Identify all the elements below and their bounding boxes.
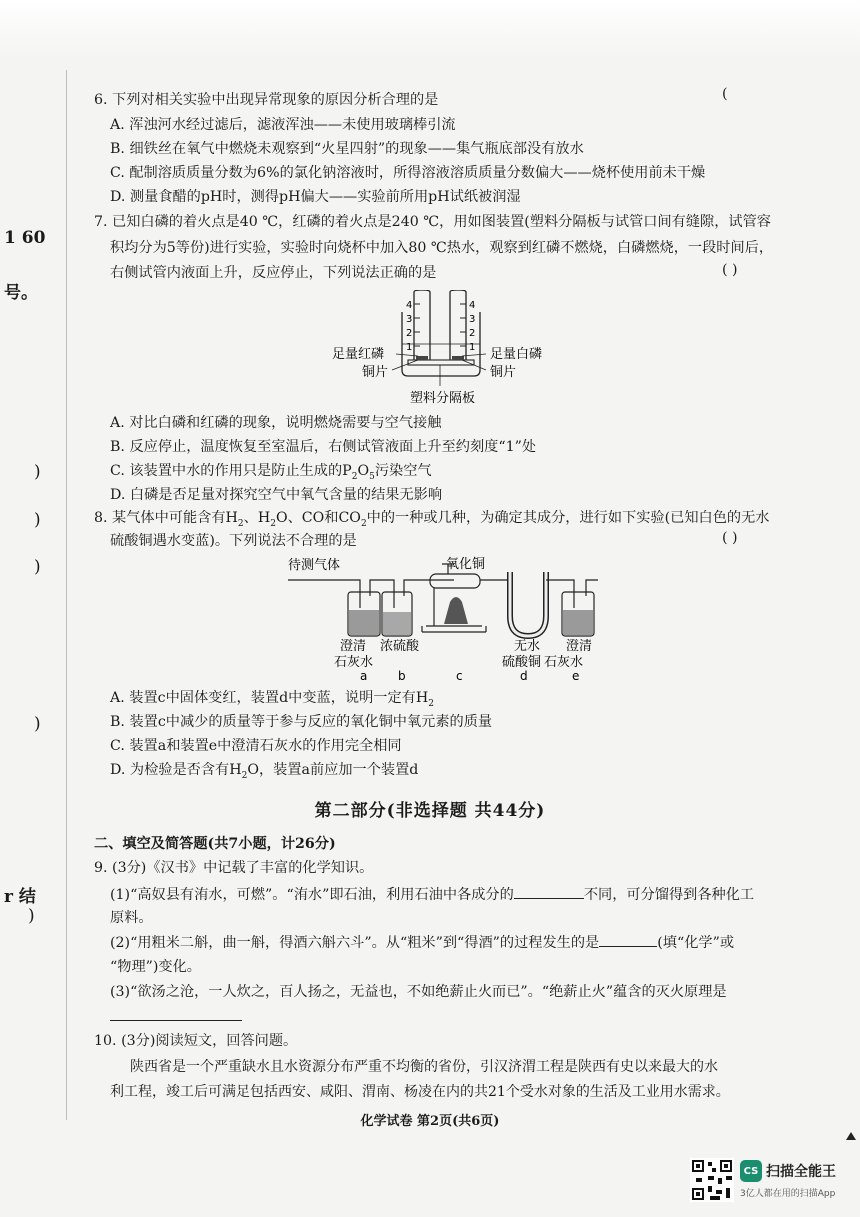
- q8-stem-line2: 硫酸铜遇水变蓝)。下列说法不合理的是: [110, 533, 357, 549]
- q7-apparatus-figure: [330, 290, 570, 408]
- q7-answer-paren: ( ): [722, 262, 738, 278]
- label-white-phosphorus: 足量白磷: [490, 347, 543, 362]
- q10-passage-line2: 利工程，竣工后可满足包括西安、咸阳、渭南、杨凌在内的共21个受水对象的生活及工业用水需求。: [110, 1084, 730, 1100]
- label-b: b: [398, 669, 406, 682]
- section-two-heading: 二、填空及简答题(共7小题，计26分): [94, 836, 336, 852]
- q9-sub2: (2)“用粗米二斛，曲一斛，得酒六斛六斗”。从“粗米”到“得酒”的过程发生的是 (填“化学”或: [110, 932, 734, 953]
- tick-4-left: 4: [406, 300, 413, 311]
- q7-option-b: B. 反应停止，温度恢复至室温后，右侧试管液面上升至约刻度“1”处: [110, 439, 537, 455]
- label-lime-water-e1: 澄清: [566, 639, 593, 654]
- scanner-tagline: 3亿人都在用的扫描App: [740, 1189, 836, 1199]
- camscanner-logo-icon: CS: [740, 1160, 762, 1182]
- q10-stem: 10. (3分)阅读短文，回答问题。: [94, 1033, 298, 1049]
- binding-margin-line: [66, 70, 67, 1120]
- qr-code-icon: [690, 1158, 734, 1202]
- q9-sub1-cont: 原料。: [110, 910, 153, 926]
- q8-stem-line1: 8. 某气体中可能含有$H_2$、$H_2O$、CO和$CO_2$中的一种或几种，为确定其成分，进行如下实验(已知白色的无水: [94, 510, 770, 529]
- q7-option-a: A. 对比白磷和红磷的现象，说明燃烧需要与空气接触: [110, 415, 442, 431]
- margin-fragment-2: 号。: [4, 283, 38, 303]
- q7-option-c: C. 该装置中水的作用只是防止生成的$P_2O_5$污染空气: [110, 463, 432, 482]
- q8-apparatus-figure: [282, 552, 602, 682]
- tick-1-right: 1: [469, 342, 476, 353]
- corner-triangle-mark: [846, 1132, 856, 1140]
- q6-stem: 6. 下列对相关实验中出现异常现象的原因分析合理的是: [94, 92, 439, 108]
- q7-option-d: D. 白磷是否足量对探究空气中氧气含量的结果无影响: [110, 487, 443, 503]
- margin-paren-3: ): [34, 557, 41, 577]
- label-c: c: [456, 669, 463, 682]
- label-copper-left: 铜片: [362, 365, 389, 380]
- q6-answer-paren: (: [722, 86, 728, 102]
- margin-paren-5: ): [28, 906, 35, 926]
- label-anhydrous-1: 无水: [514, 639, 541, 654]
- tick-4-right: 4: [469, 300, 476, 311]
- tick-3-left: 3: [406, 314, 413, 325]
- tick-1-left: 1: [406, 342, 413, 353]
- q8-option-c: C. 装置a和装置e中澄清石灰水的作用完全相同: [110, 738, 402, 754]
- label-anhydrous-2: 硫酸铜: [502, 655, 542, 670]
- q9-blank-3[interactable]: [110, 1020, 242, 1021]
- q7-stem-line1: 7. 已知白磷的着火点是40 ℃，红磷的着火点是240 ℃，用如图装置(塑料分隔板与试管口间有缝隙，试管容: [94, 214, 771, 230]
- tick-2-left: 2: [406, 328, 413, 339]
- tick-2-right: 2: [469, 328, 476, 339]
- margin-paren-4: ): [34, 714, 41, 734]
- q10-passage-line1: 陕西省是一个严重缺水且水资源分布严重不均衡的省份，引汉济渭工程是陕西有史以来最大的水: [130, 1059, 718, 1075]
- q7-stem-line2: 积均分为5等份)进行实验，实验时向烧杯中加入80 ℃热水，观察到红磷不燃烧，白磷燃烧，一段时间后，: [110, 240, 774, 256]
- margin-fragment-3: r 结: [4, 887, 36, 907]
- q6-option-b: B. 细铁丝在氧气中燃烧未观察到“火星四射”的现象——集气瓶底部没有放水: [110, 141, 584, 157]
- label-conc-sulfuric-acid: 浓硫酸: [380, 639, 420, 654]
- label-copper-right: 铜片: [490, 365, 517, 380]
- page-footer: 化学试卷 第2页(共6页): [360, 1114, 500, 1129]
- label-lime-water-e2: 石灰水: [544, 655, 584, 670]
- label-d: d: [520, 669, 528, 682]
- q7-stem-line3: 右侧试管内液面上升，反应停止，下列说法正确的是: [110, 265, 437, 281]
- q8-option-a: A. 装置c中固体变红，装置d中变蓝，说明一定有$H_2$: [110, 690, 434, 709]
- margin-fragment-1: 1 60: [4, 228, 46, 248]
- label-plastic-plate: 塑料分隔板: [410, 391, 476, 406]
- q9-sub3: (3)“欲汤之沧，一人炊之，百人扬之，无益也，不如绝薪止火而已”。“绝薪止火”蕴含的灭火原理是: [110, 984, 727, 1000]
- margin-paren-1: ): [34, 462, 41, 482]
- top-shadow: [0, 0, 860, 60]
- q8-option-d: D. 为检验是否含有$H_2O$，装置a前应加一个装置d: [110, 762, 419, 781]
- q8-option-b: B. 装置c中减少的质量等于参与反应的氧化铜中氧元素的质量: [110, 714, 493, 730]
- q9-sub2-cont: “物理”)变化。: [110, 959, 201, 975]
- scanner-app-name: 扫描全能王: [766, 1164, 836, 1180]
- q6-option-c: C. 配制溶质质量分数为6%的氯化钠溶液时，所得溶液溶质质量分数偏大——烧杯使用前未干燥: [110, 165, 706, 181]
- label-red-phosphorus: 足量红磷: [332, 347, 385, 362]
- label-test-gas: 待测气体: [288, 558, 341, 573]
- label-copper-oxide: 氧化铜: [446, 557, 486, 572]
- label-lime-water-a2: 石灰水: [334, 655, 374, 670]
- label-lime-water-a1: 澄清: [340, 639, 367, 654]
- label-a: a: [360, 669, 368, 682]
- q9-blank-1[interactable]: [514, 884, 584, 899]
- scanner-watermark: [690, 1158, 850, 1204]
- part-two-heading: 第二部分(非选择题 共44分): [314, 801, 546, 821]
- q8-answer-paren: ( ): [722, 530, 738, 546]
- tick-3-right: 3: [469, 314, 476, 325]
- q6-option-d: D. 测量食醋的pH时，测得pH偏大——实验前所用pH试纸被润湿: [110, 189, 521, 205]
- q6-option-a: A. 浑浊河水经过滤后，滤液浑浊——未使用玻璃棒引流: [110, 117, 456, 133]
- q9-sub1: (1)“高奴县有洧水，可燃”。“洧水”即石油，利用石油中各成分的 不同，可分馏得到各种化工: [110, 884, 754, 905]
- label-e: e: [572, 669, 580, 682]
- q9-blank-2[interactable]: [599, 932, 657, 947]
- margin-paren-2: ): [34, 510, 41, 530]
- q9-stem: 9. (3分)《汉书》中记载了丰富的化学知识。: [94, 860, 374, 876]
